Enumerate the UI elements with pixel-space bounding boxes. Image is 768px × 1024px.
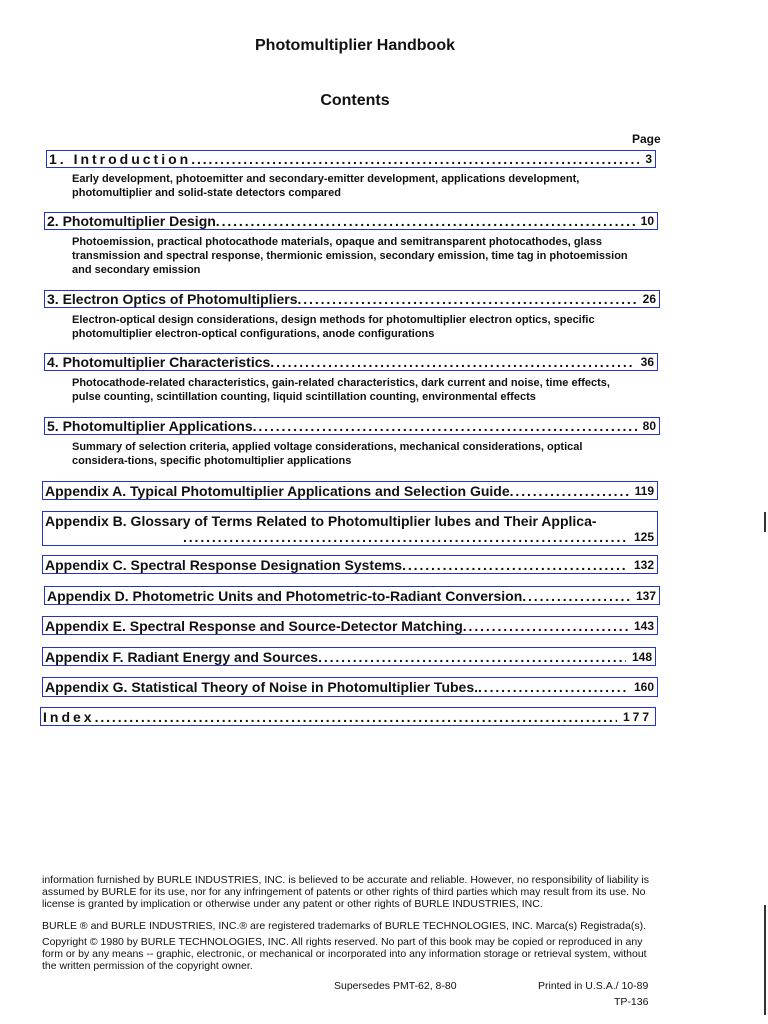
toc-entry-introduction[interactable] — [46, 150, 656, 168]
toc-entry-title: Appendix D. Photometric Units and Photometric-to-Radiant Conversion — [47, 587, 523, 604]
printed-note: Printed in U.S.A./ 10-89 — [538, 980, 649, 992]
toc-entry-title: 2. Photomultiplier Design — [47, 213, 216, 229]
toc-entry-index[interactable] — [40, 707, 656, 726]
toc-entry-characteristics[interactable] — [44, 353, 658, 371]
toc-entry-title: Appendix A. Typical Photomultiplier Applications and Selection Guide — [45, 482, 510, 499]
chapter-description: Summary of selection criteria, applied voltage considerations, mechanical considerations, optical considera-tions, specific photomultiplier applications — [72, 441, 583, 467]
document-title: Photomultiplier Handbook — [255, 37, 455, 54]
chapter-description: Photocathode-related characteristics, gain-related characteristics, dark current and noise, time effects, pulse counting, scintillation counting, liquid scintillation counting, environmental effects — [72, 377, 610, 403]
toc-entry-page: 160 — [633, 680, 654, 694]
scan-edge-mark — [764, 512, 766, 532]
toc-entry-page: 125 — [633, 530, 654, 544]
toc-entry-photomultiplier-design[interactable] — [44, 212, 658, 230]
trademark-text: BURLE ® and BURLE INDUSTRIES, INC.® are registered trademarks of BURLE TECHNOLOGIES, INC. Marca(s) Registrada(s). — [42, 920, 647, 932]
dot-leader — [253, 418, 637, 434]
copyright-text: Copyright © 1980 by BURLE TECHNOLOGIES, INC. All rights reserved. No part of this book may be copied or reproduced in any form or by any means -- graphic, electronic, or mechanical or incorporated into any information storage or retrieval system, without the written permission of the copyright owner. — [42, 936, 647, 972]
toc-entry-title: 1. Introduction — [49, 151, 192, 167]
toc-entry-title: Appendix E. Spectral Response and Source-Detector Matching — [45, 617, 463, 634]
toc-entry-appendix-g[interactable] — [42, 677, 658, 697]
chapter-description: Early development, photoemitter and secondary-emitter development, applications development, photomultiplier and solid-state detectors compared — [72, 173, 580, 199]
toc-entry-appendix-a[interactable] — [42, 481, 658, 500]
dot-leader — [318, 649, 626, 665]
toc-entry-applications[interactable] — [44, 417, 660, 435]
toc-entry-page: 177 — [622, 709, 652, 724]
dot-leader — [191, 151, 639, 167]
toc-entry-page: 26 — [642, 292, 656, 306]
dot-leader — [183, 530, 628, 544]
dot-leader — [402, 557, 628, 573]
toc-entry-page: 137 — [635, 588, 656, 603]
toc-entry-title: 4. Photomultiplier Characteristics — [47, 354, 271, 370]
toc-entry-page: 36 — [640, 355, 654, 369]
toc-entry-page: 3 — [645, 152, 652, 166]
dot-leader — [522, 588, 630, 604]
toc-entry-page: 10 — [640, 214, 654, 228]
dot-leader — [510, 483, 629, 499]
toc-entry-title: Index — [43, 708, 95, 725]
toc-entry-page: 80 — [642, 419, 656, 433]
toc-entry-title: Appendix G. Statistical Theory of Noise in Photomultiplier Tubes. — [45, 679, 479, 695]
page-column-label: Page — [632, 132, 661, 146]
scan-edge-mark — [764, 905, 766, 1015]
toc-entry-appendix-e[interactable] — [42, 616, 658, 635]
supersedes-note: Supersedes PMT-62, 8-80 — [334, 980, 457, 992]
contents-heading: Contents — [320, 92, 390, 109]
toc-entry-page: 143 — [633, 618, 654, 633]
toc-entry-title: Appendix B. Glossary of Terms Related to Photomultiplier lubes and Their Applica- — [45, 513, 597, 529]
dot-leader — [297, 291, 636, 307]
dot-leader — [95, 709, 617, 725]
dot-leader — [478, 679, 628, 695]
toc-entry-title: Appendix F. Radiant Energy and Sources — [45, 648, 319, 665]
document-code: TP-136 — [614, 996, 649, 1008]
chapter-description: Electron-optical design considerations, design methods for photomultiplier electron optics, specific photomultiplier electron-optical configurations, anode configurations — [72, 314, 595, 340]
toc-entry-page: 132 — [633, 557, 654, 572]
toc-entry-appendix-f[interactable] — [42, 647, 656, 666]
chapter-description: Photoemission, practical photocathode materials, opaque and semitransparent photocathodes, glass transmission and spectral response, thermionic emission, secondary emission, time tag in photoemission and secondary emission — [72, 236, 628, 276]
dot-leader — [463, 618, 628, 634]
toc-entry-appendix-d[interactable] — [44, 586, 660, 605]
toc-entry-title: 3. Electron Optics of Photomultipliers — [47, 291, 298, 307]
toc-entry-title: Appendix C. Spectral Response Designation Systems — [45, 556, 403, 573]
toc-entry-page: 119 — [634, 483, 654, 498]
toc-entry-appendix-b[interactable] — [42, 511, 658, 546]
toc-entry-page: 148 — [631, 649, 652, 664]
toc-entry-appendix-c[interactable] — [42, 555, 658, 574]
dot-leader — [216, 213, 635, 229]
toc-entry-title: 5. Photomultiplier Applications — [47, 418, 253, 434]
dot-leader — [270, 354, 634, 370]
toc-entry-electron-optics[interactable] — [44, 290, 660, 308]
disclaimer-text: information furnished by BURLE INDUSTRIES, INC. is believed to be accurate and reliable. However, no responsibility of liability is assumed by BURLE for its use, nor for any infringement of patents or other rights of third parties which may result from its use. No license is granted by implication or otherwise under any patent or other rights of BURLE INDUSTRIES, INC. — [42, 874, 649, 910]
